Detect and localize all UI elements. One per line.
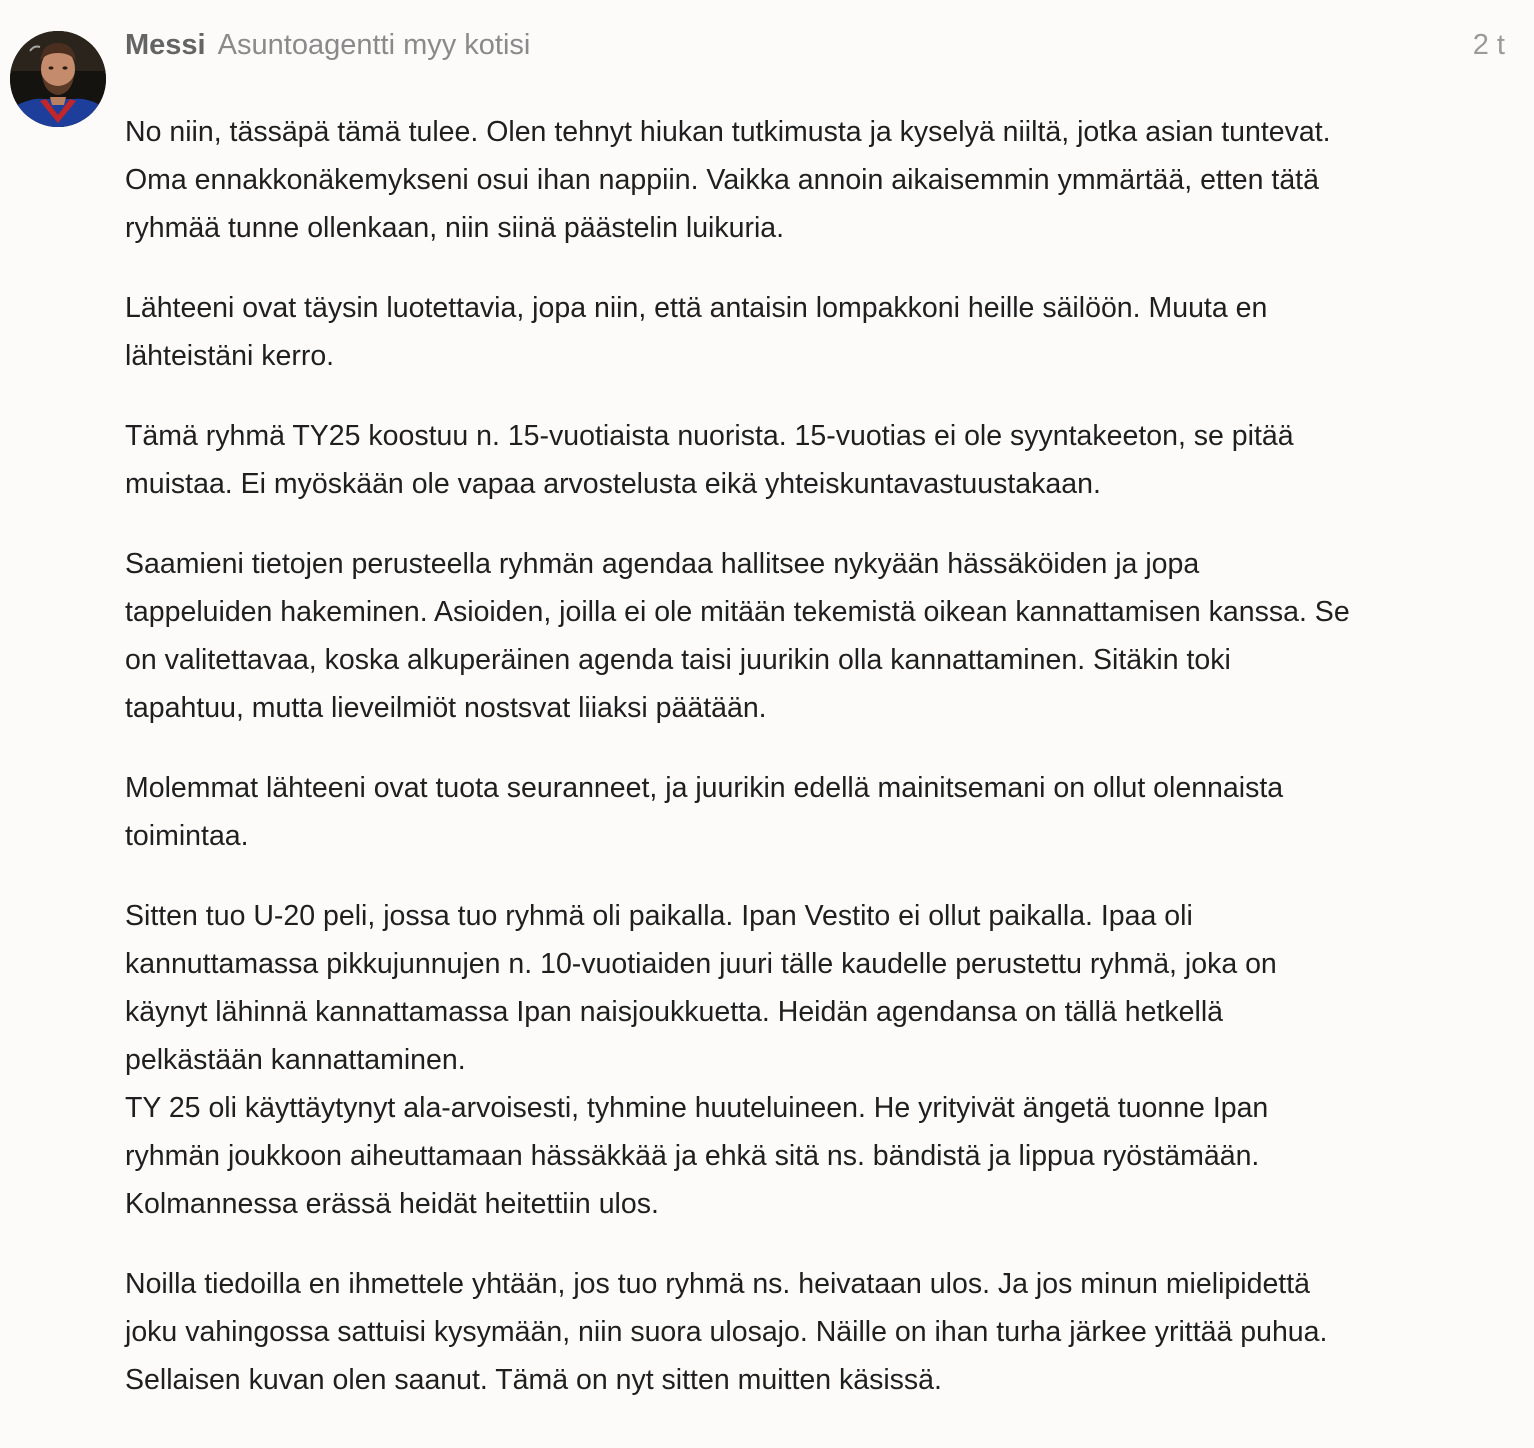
post-author-name[interactable]: Messi (125, 29, 206, 61)
post-text-line: Noilla tiedoilla en ihmettele yhtään, jos tuo ryhmä ns. heivataan ulos. Ja jos minun mielipidettä (125, 1268, 1310, 1300)
post-paragraph (125, 108, 1515, 252)
post-text-line: Lähteeni ovat täysin luotettavia, jopa niin, että antaisin lompakkoni heille säilöön. Muuta en (125, 292, 1268, 324)
post-text-line: Molemmat lähteeni ovat tuota seuranneet, ja juurikin edellä mainitsemani on ollut olennaista (125, 772, 1284, 804)
avatar-photo-icon (10, 31, 106, 127)
post-header (125, 28, 1505, 64)
post-text-line: tappeluiden hakeminen. Asioiden, joilla ei ole mitään tekemistä oikean kannattamisen kanssa. Se (125, 596, 1350, 628)
post-text-line: muistaa. Ei myöskään ole vapaa arvostelusta eikä yhteiskuntavastuustakaan. (125, 468, 1101, 500)
post-paragraph (125, 892, 1515, 1228)
post-topic-title[interactable]: Asuntoagentti myy kotisi (217, 29, 531, 61)
post-text-line: ryhmää tunne ollenkaan, niin siinä päästelin luikuria. (125, 212, 785, 244)
post-text-line: ryhmän joukkoon aiheuttamaan hässäkkää ja ehkä sitä ns. bändistä ja lippua ryöstämään. (125, 1140, 1260, 1172)
post-text-line: Sellaisen kuvan olen saanut. Tämä on nyt sitten muitten käsissä. (125, 1364, 942, 1396)
post-text-line: kannuttamassa pikkujunnujen n. 10-vuotiaiden juuri tälle kaudelle perustettu ryhmä, joka on (125, 948, 1277, 980)
post-paragraph (125, 412, 1515, 508)
post-text-line: Saamieni tietojen perusteella ryhmän agendaa hallitsee nykyään hässäköiden ja jopa (125, 548, 1200, 580)
post-text-line: Tämä ryhmä TY25 koostuu n. 15-vuotiaista nuorista. 15-vuotias ei ole syyntakeeton, se pitää (125, 420, 1294, 452)
post-paragraph (125, 764, 1515, 860)
post-text-line: pelkästään kannattaminen. (125, 1044, 466, 1076)
post-body (125, 108, 1515, 1404)
post-text-line: on valitettavaa, koska alkuperäinen agenda taisi juurikin olla kannattaminen. Sitäkin toki (125, 644, 1231, 676)
post-text-line: lähteistäni kerro. (125, 340, 335, 372)
post-text-line: tapahtuu, mutta lieveilmiöt nostsvat liiaksi päätään. (125, 692, 767, 724)
post-text-line: TY 25 oli käyttäytynyt ala-arvoisesti, tyhmine huuteluineen. He yrityivät ängetä tuonne Ipan (125, 1092, 1269, 1124)
post-paragraph (125, 1260, 1515, 1404)
post-paragraph (125, 540, 1515, 732)
user-avatar[interactable] (10, 31, 106, 127)
post-timestamp[interactable]: 2 t (1472, 29, 1505, 61)
post-text-line: Oma ennakkonäkemykseni osui ihan nappiin. Vaikka annoin aikaisemmin ymmärtää, etten tätä (125, 164, 1319, 196)
post-text-line: käynyt lähinnä kannattamassa Ipan naisjoukkuetta. Heidän agendansa on tällä hetkellä (125, 996, 1224, 1028)
post-text-line: No niin, tässäpä tämä tulee. Olen tehnyt hiukan tutkimusta ja kyselyä niiltä, jotka asian tuntevat. (125, 116, 1331, 148)
post-text-line: toimintaa. (125, 820, 249, 852)
post-text-line: Sitten tuo U-20 peli, jossa tuo ryhmä oli paikalla. Ipan Vestito ei ollut paikalla. Ipaa oli (125, 900, 1193, 932)
post-text-line: joku vahingossa sattuisi kysymään, niin suora ulosajo. Näille on ihan turha järkee yrittää puhua. (125, 1316, 1328, 1348)
post-paragraph (125, 284, 1515, 380)
post-text-line: Kolmannessa erässä heidät heitettiin ulos. (125, 1188, 659, 1220)
